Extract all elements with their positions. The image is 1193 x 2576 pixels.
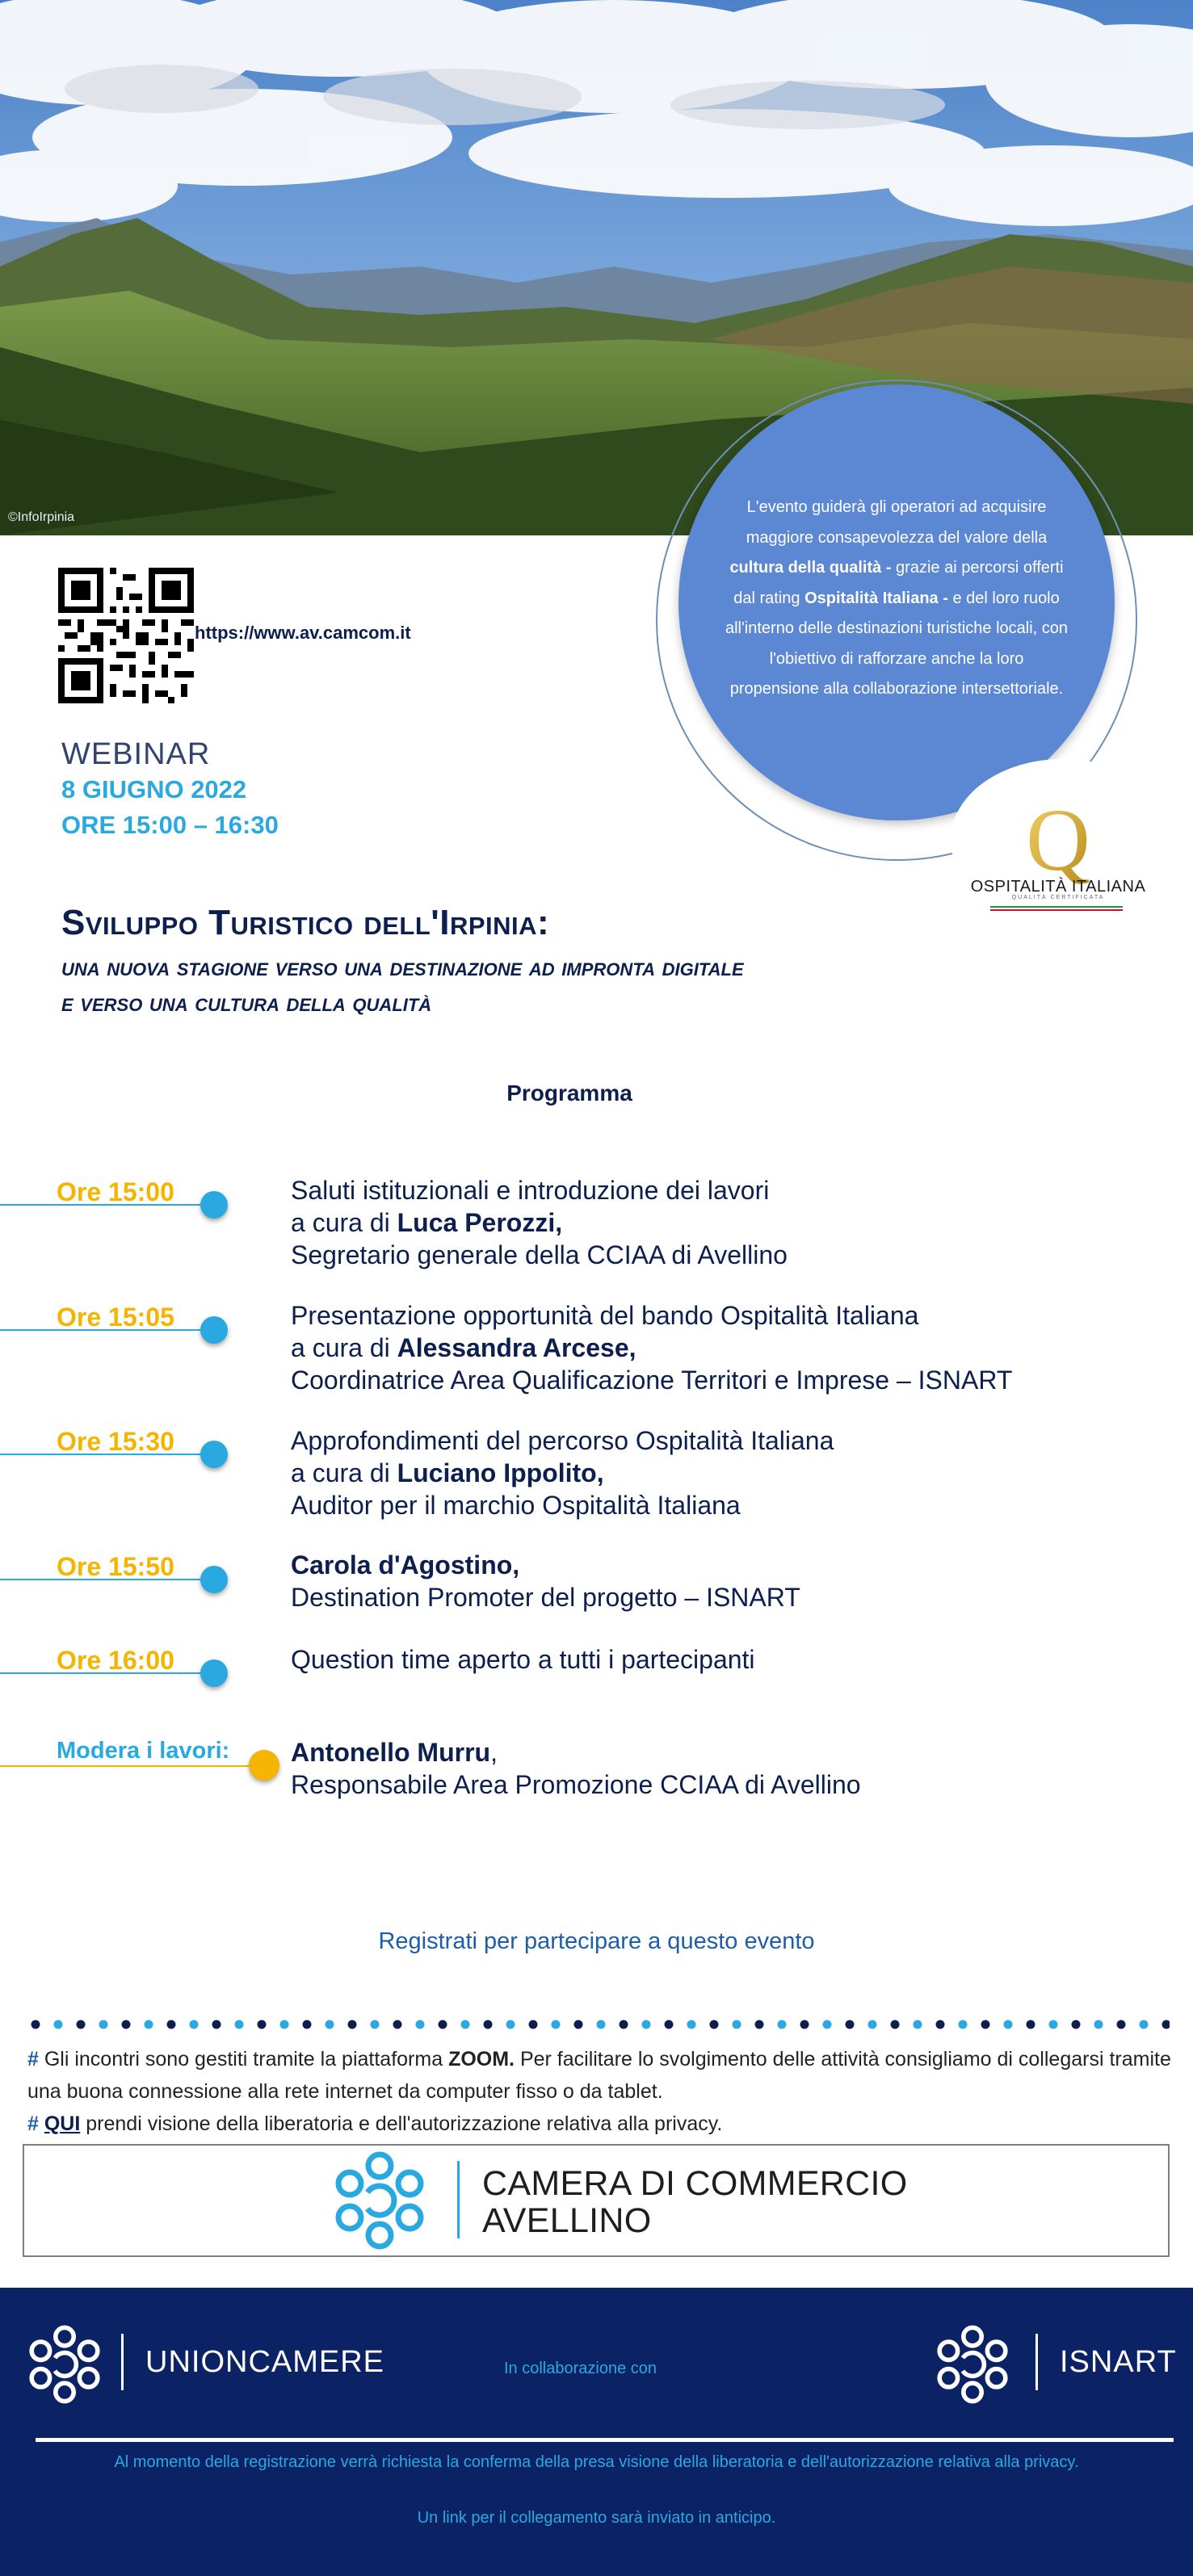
divider-dot	[823, 2020, 832, 2029]
divider-dot	[800, 2020, 809, 2029]
timeline-dot	[200, 1191, 228, 1219]
divider-dot	[439, 2020, 447, 2029]
divider-dot	[620, 2020, 628, 2029]
footer-divider	[121, 2334, 124, 2390]
divider-dot	[687, 2020, 696, 2029]
divider-dot	[371, 2020, 380, 2029]
badge-name: OSPITALITÀ ITALIANA	[970, 878, 1146, 896]
privacy-note: # QUI prendi visione della liberatoria e dell'autorizzazione relativa alla privacy.	[27, 2112, 723, 2135]
intro-text: L'evento guiderà gli operatori ad acquisire maggiore consapevolezza del valore della cultura della qualità - grazie ai percorsi offerti dal rating Ospitalità Italiana - e del loro ruolo all'interno delle destinazioni turistiche locali, con l'obiettivo di rafforzare anche la loro propensione alla collaborazione intersettoriale.	[725, 498, 1069, 698]
item-time: Ore 15:50	[57, 1552, 174, 1581]
event-date: 8 GIUGNO 2022	[61, 775, 247, 803]
divider-dot	[280, 2020, 289, 2029]
moderator-label: Modera i lavori:	[57, 1738, 230, 1764]
divider-dot	[529, 2020, 538, 2029]
timeline-dot	[200, 1316, 228, 1344]
divider-dot	[212, 2020, 221, 2029]
event-time: ORE 15:00 – 16:30	[61, 811, 279, 839]
item-description: Carola d'Agostino, Destination Promoter del progetto – ISNART	[291, 1550, 800, 1612]
badge-subtitle: QUALITÀ CERTIFICATA	[1011, 895, 1105, 900]
divider-dot	[99, 2020, 108, 2029]
chamber-divider	[457, 2161, 460, 2238]
divider-dot	[506, 2020, 515, 2029]
register-link[interactable]: Registrati per partecipare a questo evento	[378, 1928, 815, 1954]
divider-dot	[326, 2020, 334, 2029]
collaboration-label: In collaborazione con	[504, 2360, 657, 2377]
page-subtitle-line1: una nuova stagione verso una destinazione ad impronta digitale	[61, 953, 744, 981]
program-heading: Programma	[506, 1080, 632, 1105]
unioncamere-name: UNIONCAMERE	[145, 2345, 385, 2379]
divider-dot	[393, 2020, 402, 2029]
item-description: Approfondimenti del percorso Ospitalità Italiana a cura di Luciano Ippolito, Auditor per il marchio Ospitalità Italiana	[291, 1426, 834, 1520]
divider-dot	[122, 2020, 131, 2029]
svg-text:Q: Q	[1026, 795, 1090, 889]
unioncamere-logo-icon	[23, 2322, 107, 2406]
moderator-description: Antonello Murru, Responsabile Area Promozione CCIAA di Avellino	[291, 1738, 861, 1799]
divider-dot	[778, 2020, 787, 2029]
divider-dot	[348, 2020, 357, 2029]
divider-dot	[642, 2020, 651, 2029]
divider-dot	[959, 2020, 968, 2029]
timeline-line	[0, 1765, 250, 1767]
item-description: Presentazione opportunità del bando Ospitalità Italiana a cura di Alessandra Arcese, Coordinatrice Area Qualificazione Territori e Imprese – ISNART	[291, 1301, 1013, 1395]
divider-dot	[484, 2020, 493, 2029]
divider-dot	[303, 2020, 312, 2029]
item-time: Ore 15:00	[57, 1177, 174, 1206]
divider-dot	[416, 2020, 425, 2029]
divider-dot	[846, 2020, 855, 2029]
divider-dot	[936, 2020, 945, 2029]
camcom-link[interactable]: https://www.av.camcom.it	[195, 623, 411, 643]
divider-dot	[461, 2020, 470, 2029]
chamber-name: CAMERA DI COMMERCIO	[482, 2164, 908, 2203]
timeline-dot	[200, 1659, 228, 1687]
page-title: Sviluppo Turistico dell'Irpinia:	[61, 903, 550, 942]
isnart-name: ISNART	[1060, 2345, 1177, 2379]
item-description: Question time aperto a tutti i partecipanti	[291, 1645, 755, 1674]
item-time: Ore 15:05	[57, 1303, 174, 1332]
divider-dot	[597, 2020, 606, 2029]
divider-dot	[1094, 2020, 1103, 2029]
divider-dot	[733, 2020, 741, 2029]
divider-dot	[1049, 2020, 1058, 2029]
timeline-dot	[249, 1750, 279, 1781]
divider-dot	[891, 2020, 900, 2029]
zoom-note: # Gli incontri sono gestiti tramite la piattaforma ZOOM. Per facilitare lo svolgimento delle attività consigliamo di collegarsi tramite una buona connessione alla rete internet da computer fisso o da tablet.	[27, 2048, 1171, 2103]
footer-note: Al momento della registrazione verrà richiesta la conferma della presa visione della liberatoria e dell'autorizzazione relativa alla privacy.	[114, 2453, 1079, 2471]
dotted-divider	[31, 2019, 1170, 2030]
divider-dot	[258, 2020, 267, 2029]
divider-dot	[1140, 2020, 1149, 2029]
timeline-dot	[200, 1441, 228, 1468]
item-description: Saluti istituzionali e introduzione dei lavori a cura di Luca Perozzi, Segretario generale della CCIAA di Avellino	[291, 1176, 788, 1269]
divider-dot	[54, 2020, 63, 2029]
divider-dot	[190, 2020, 199, 2029]
divider-dot	[235, 2020, 244, 2029]
qr-code-icon[interactable]	[58, 568, 194, 703]
divider-dot	[167, 2020, 176, 2029]
footer-divider	[1035, 2334, 1038, 2390]
isnart-logo-icon	[930, 2322, 1014, 2406]
item-time: Ore 15:30	[57, 1427, 174, 1456]
footer-note: Un link per il collegamento sarà inviato in anticipo.	[417, 2509, 776, 2527]
divider-dot	[552, 2020, 561, 2029]
divider-dot	[1162, 2020, 1170, 2029]
divider-dot	[981, 2020, 990, 2029]
divider-dot	[665, 2020, 674, 2029]
item-time: Ore 16:00	[57, 1646, 174, 1675]
timeline-dot	[200, 1566, 228, 1593]
chamber-city: AVELLINO	[482, 2201, 652, 2240]
divider-dot	[574, 2020, 583, 2029]
divider-dot	[755, 2020, 764, 2029]
chamber-logo-icon	[327, 2148, 432, 2253]
divider-dot	[145, 2020, 153, 2029]
divider-dot	[914, 2020, 922, 2029]
divider-dot	[1004, 2020, 1013, 2029]
divider-dot	[710, 2020, 719, 2029]
page-subtitle-line2: e verso una cultura della qualità	[61, 988, 432, 1017]
divider-dot	[1117, 2020, 1126, 2029]
divider-dot	[1027, 2020, 1035, 2029]
divider-dot	[77, 2020, 86, 2029]
divider-dot	[32, 2020, 40, 2029]
event-type: WEBINAR	[61, 737, 211, 771]
photo-credit: ©InfoIrpinia	[8, 510, 75, 524]
footer-rule	[36, 2438, 1174, 2442]
italian-flag-stripe	[990, 906, 1123, 911]
divider-dot	[868, 2020, 877, 2029]
privacy-link[interactable]: QUI	[44, 2112, 81, 2135]
divider-dot	[1072, 2020, 1081, 2029]
